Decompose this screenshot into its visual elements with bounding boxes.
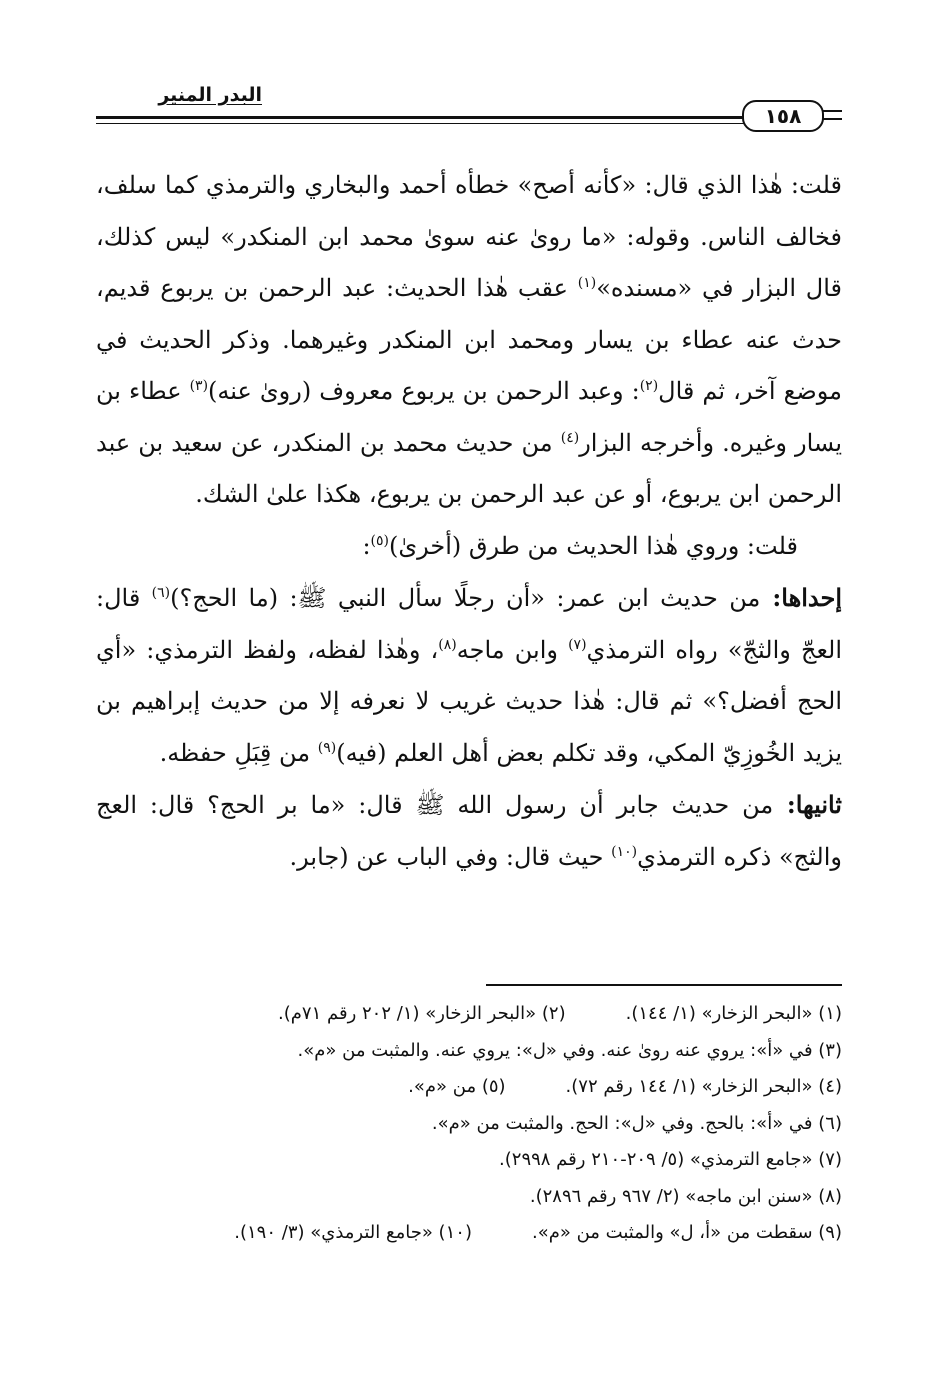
body-paragraph xyxy=(96,521,842,573)
text-run: عقب هٰذا الحديث: عبد الرحمن بن يربوع قديم، حدث عنه عطاء بن يسار ومحمد ابن المنكدر وغيرهما. وذكر الحديث في موضع آخر، ثم قال xyxy=(96,274,842,405)
lead-word: ثانيها: xyxy=(773,790,842,819)
footnote-item: (٦) في «أ»: بالحج. وفي «ل»: الحج. والمثبت من «م». xyxy=(431,1112,842,1134)
footnote-marker: (٧) xyxy=(568,636,587,653)
text-run: من حديث محمد بن المنكدر، عن سعيد بن عبد الرحمن ابن يربوع، أو عن عبد الرحمن بن يربوع، هكذا علىٰ الشك. xyxy=(96,428,842,508)
footnote-marker: (١٠) xyxy=(611,843,638,860)
footnote-marker: (٣) xyxy=(189,378,209,394)
main-text xyxy=(96,160,842,883)
footnote-line xyxy=(96,1069,842,1106)
footnote-marker: (٨) xyxy=(438,636,457,653)
header-rule-thick xyxy=(96,116,744,119)
footnote-line xyxy=(96,1033,842,1070)
body-paragraph xyxy=(96,160,842,521)
text-run: قلت: هٰذا الذي قال: «كأنه أصح» خطأه أحمد والبخاري والترمذي كما سلف، فخالف الناس. وقوله: «ما روىٰ عنه سوىٰ محمد ابن المنكدر» ليس كذلك، قال البزار في «مسنده» xyxy=(96,171,843,302)
footnote-item: (٧) «جامع الترمذي» (٥/ ٢٠٩-٢١٠ رقم ٢٩٩٨). xyxy=(499,1149,842,1170)
footnote-line xyxy=(96,1215,842,1252)
footnote-marker: (٥) xyxy=(370,532,390,549)
footnote-item: (١٠) «جامع الترمذي» (٣/ ١٩٠). xyxy=(234,1222,472,1243)
text-run: : وعبد الرحمن بن يربوع معروف (روىٰ عنه) xyxy=(208,377,640,405)
text-run: حيث قال: وفي الباب عن (جابر. xyxy=(289,842,612,871)
text-run: من قِبَلِ حفظه. xyxy=(159,738,318,767)
footnote-item: (٥) من «م». xyxy=(408,1076,506,1097)
footnote-marker: (٢) xyxy=(639,378,659,394)
lead-word: إحداها: xyxy=(760,583,843,612)
footnotes xyxy=(96,996,842,1252)
footnote-item: (٤) «البحر الزخار» (١/ ١٤٤ رقم ٧٢). xyxy=(565,1076,842,1097)
text-run: ، وهٰذا لفظه، ولفظ الترمذي: «أي الحج أفضل؟» ثم قال: هٰذا حديث غريب لا نعرفه إلا من حديث إبراهيم بن يزيد الخُوزِيّ المكي، وقد تكلم بعض أهل العلم (فيه) xyxy=(96,635,842,767)
footnote-marker: (٩) xyxy=(317,739,337,756)
page-number: ١٥٨ xyxy=(742,100,824,132)
footnote-item: (٢) «البحر الزخار» (١/ ٢٠٢ رقم ٧١م). xyxy=(278,1003,566,1024)
body-paragraph xyxy=(96,572,842,779)
text-run: وابن ماجه xyxy=(456,635,569,664)
footnote-separator xyxy=(486,984,842,986)
text-run: من حديث ابن عمر: «أن رجلًا سأل النبي ﷺ: (ما الحج؟) xyxy=(170,584,761,612)
footnote-item: (٨) «سنن ابن ماجه» (٢/ ٩٦٧ رقم ٢٨٩٦). xyxy=(529,1185,842,1207)
footnote-line xyxy=(96,996,842,1033)
footnote-marker: (٦) xyxy=(151,585,171,601)
page-header xyxy=(96,84,842,144)
text-run: عطاء بن يسار وغيره. وأخرجه البزار xyxy=(96,377,842,457)
body-paragraph xyxy=(96,779,842,883)
footnote-item: (٣) في «أ»: يروي عنه روىٰ عنه. وفي «ل»: يروي عنه. والمثبت من «م». xyxy=(297,1039,842,1061)
text-run: قال: العجّ والثجّ» رواه الترمذي xyxy=(96,584,843,664)
footnote-marker: (١) xyxy=(577,275,597,291)
running-title: البدر المنير xyxy=(158,84,262,106)
footnote-item: (٩) سقطت من «أ، ل» والمثبت من «م». xyxy=(531,1222,842,1243)
footnote-line xyxy=(96,1179,842,1216)
text-run: قلت: وروي هٰذا الحديث من طرق (أخرىٰ) xyxy=(389,531,798,560)
footnote-marker: (٤) xyxy=(560,429,580,446)
text-run: : xyxy=(362,531,371,560)
footnote-line xyxy=(96,1106,842,1143)
text-run: من حديث جابر أن رسول الله ﷺ قال: «ما بر الحج؟ قال: العج والثج» ذكره الترمذي xyxy=(96,791,842,871)
footnote-line xyxy=(96,1142,842,1179)
footnote-item: (١) «البحر الزخار» (١/ ١٤٤). xyxy=(625,1003,842,1024)
header-rule-thin xyxy=(96,123,744,124)
